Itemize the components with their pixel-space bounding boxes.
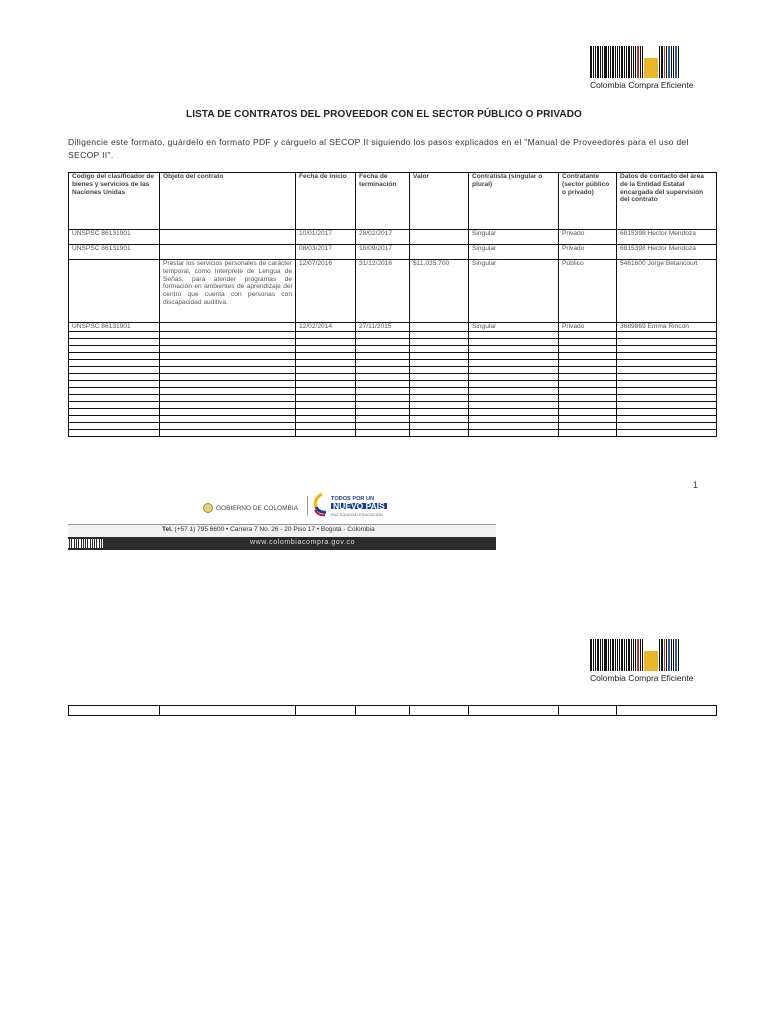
empty-row [69,346,717,353]
empty-row [69,430,717,437]
empty-row [69,353,717,360]
shield-icon [203,503,213,513]
cell-valor [410,230,469,245]
cell-contratante: Privado [559,323,617,332]
cell-contacto: 3689869 Emma Rincon [617,323,717,332]
empty-row [69,402,717,409]
cell-contacto: 6815398 Hector Mendoza [617,245,717,260]
table-row [69,245,717,260]
cell-valor: $11.035.700 [410,260,469,323]
gobierno-text: GOBIERNO DE COLOMBIA [216,504,298,512]
header-fecha-terminacion: Fecha de terminación [356,173,410,230]
cell-contratante: Privado [559,245,617,260]
cell-contratista: Singular [469,230,559,245]
page-number: 1 [693,480,699,490]
header-objeto: Objeto del contrato [160,173,296,230]
table-row [69,230,717,245]
cell-objeto [160,245,296,260]
url-band [68,537,496,550]
empty-row [69,367,717,374]
lema-text: PAZ EQUIDAD EDUCACIÓN [331,512,383,517]
barcode-strip-icon [68,539,104,548]
empty-row [69,388,717,395]
cell-objeto [160,230,296,245]
cell-contratista: Singular [469,323,559,332]
cell-fecha-inicio: 10/01/2017 [296,230,356,245]
intro-paragraph: Diligencie este formato, guárdelo en formato PDF y cárguelo al SECOP II siguiendo los pasos explicados en el "Manual de Proveedores para el uso del SECOP II". [68,137,689,160]
empty-row [69,423,717,430]
barcode-logo-icon [590,44,710,78]
cell-codigo: UNSPSC 86131901 [69,323,160,332]
header-datos-contacto: Datos de contacto del área de la Entidad Estatal encargada del supervisión del contrato [617,173,717,230]
cell-contratista: Singular [469,260,559,323]
cell-contacto: 6815398 Hector Mendoza [617,230,717,245]
logo-text: Colombia Compra Eficiente [590,80,694,90]
todos-por-un-text: TODOS POR UN [331,496,375,502]
header-contratante: Contratante (sector público o privado) [559,173,617,230]
empty-row [69,374,717,381]
empty-row [69,416,717,423]
cell-objeto: Prestar los servicios personales de carácter temporal, como Interprete de Lengua de Señas, para atender programas de formación en ambientes de aprendizaje del centro que cuenta con personas con discapacidad auditiva. [160,260,296,323]
cell-contacto: 5461600 Jorge Betancourt [617,260,717,323]
table-header-row [69,173,717,230]
nuevo-pais-text: NUEVO PAÍS [333,501,385,511]
empty-row [69,706,717,716]
empty-row [69,332,717,339]
contracts-table-continued [68,705,717,716]
cell-contratante: Público [559,260,617,323]
cell-objeto [160,323,296,332]
address-text: (+57 1) 795 6600 • Carrera 7 No. 26 - 20 Piso 17 • Bogotá - Colombia [174,526,375,533]
cell-valor [410,245,469,260]
address-band [68,524,496,537]
tel-label: Tel. [162,526,173,533]
empty-row [69,360,717,367]
website-url[interactable]: www.colombiacompra.gov.co [250,539,356,546]
cell-fecha-terminacion: 28/02/2017 [356,230,410,245]
empty-row [69,395,717,402]
cell-codigo: UNSPSC 86131901 [69,245,160,260]
table-row [69,260,717,323]
cell-codigo: UNSPSC 86131901 [69,230,160,245]
header-valor: Valor [410,173,469,230]
contracts-table [68,172,717,437]
empty-row [69,409,717,416]
cell-codigo [69,260,160,323]
cell-contratante: Privado [559,230,617,245]
cell-fecha-inicio: 12/02/2014 [296,323,356,332]
table-row [69,323,717,332]
cell-fecha-terminacion: 18/09/2017 [356,245,410,260]
colombia-compra-logo [590,44,710,90]
empty-row [69,339,717,346]
cell-fecha-inicio: 08/03/2017 [296,245,356,260]
colombia-compra-logo-2 [590,637,710,683]
divider [307,496,308,516]
address-line [162,526,375,533]
barcode-logo-icon [590,637,710,671]
nuevo-pais-logo [331,496,387,518]
gobierno-logo [203,503,298,513]
header-contratista: Contratista (singular o plural) [469,173,559,230]
header-fecha-inicio: Fecha de inicio [296,173,356,230]
logo-text: Colombia Compra Eficiente [590,673,694,683]
nuevo-pais-mark-icon [312,493,328,517]
empty-row [69,381,717,388]
page-title: LISTA DE CONTRATOS DEL PROVEEDOR CON EL SECTOR PÚBLICO O PRIVADO [186,109,582,120]
header-codigo: Codigo del clasificador de bienes y servicios de las Naciones Unidas [69,173,160,230]
cell-valor [410,323,469,332]
cell-fecha-terminacion: 27/11/2015 [356,323,410,332]
cell-contratista: Singular [469,245,559,260]
cell-fecha-inicio: 12/07/2016 [296,260,356,323]
cell-fecha-terminacion: 31/12/2016 [356,260,410,323]
